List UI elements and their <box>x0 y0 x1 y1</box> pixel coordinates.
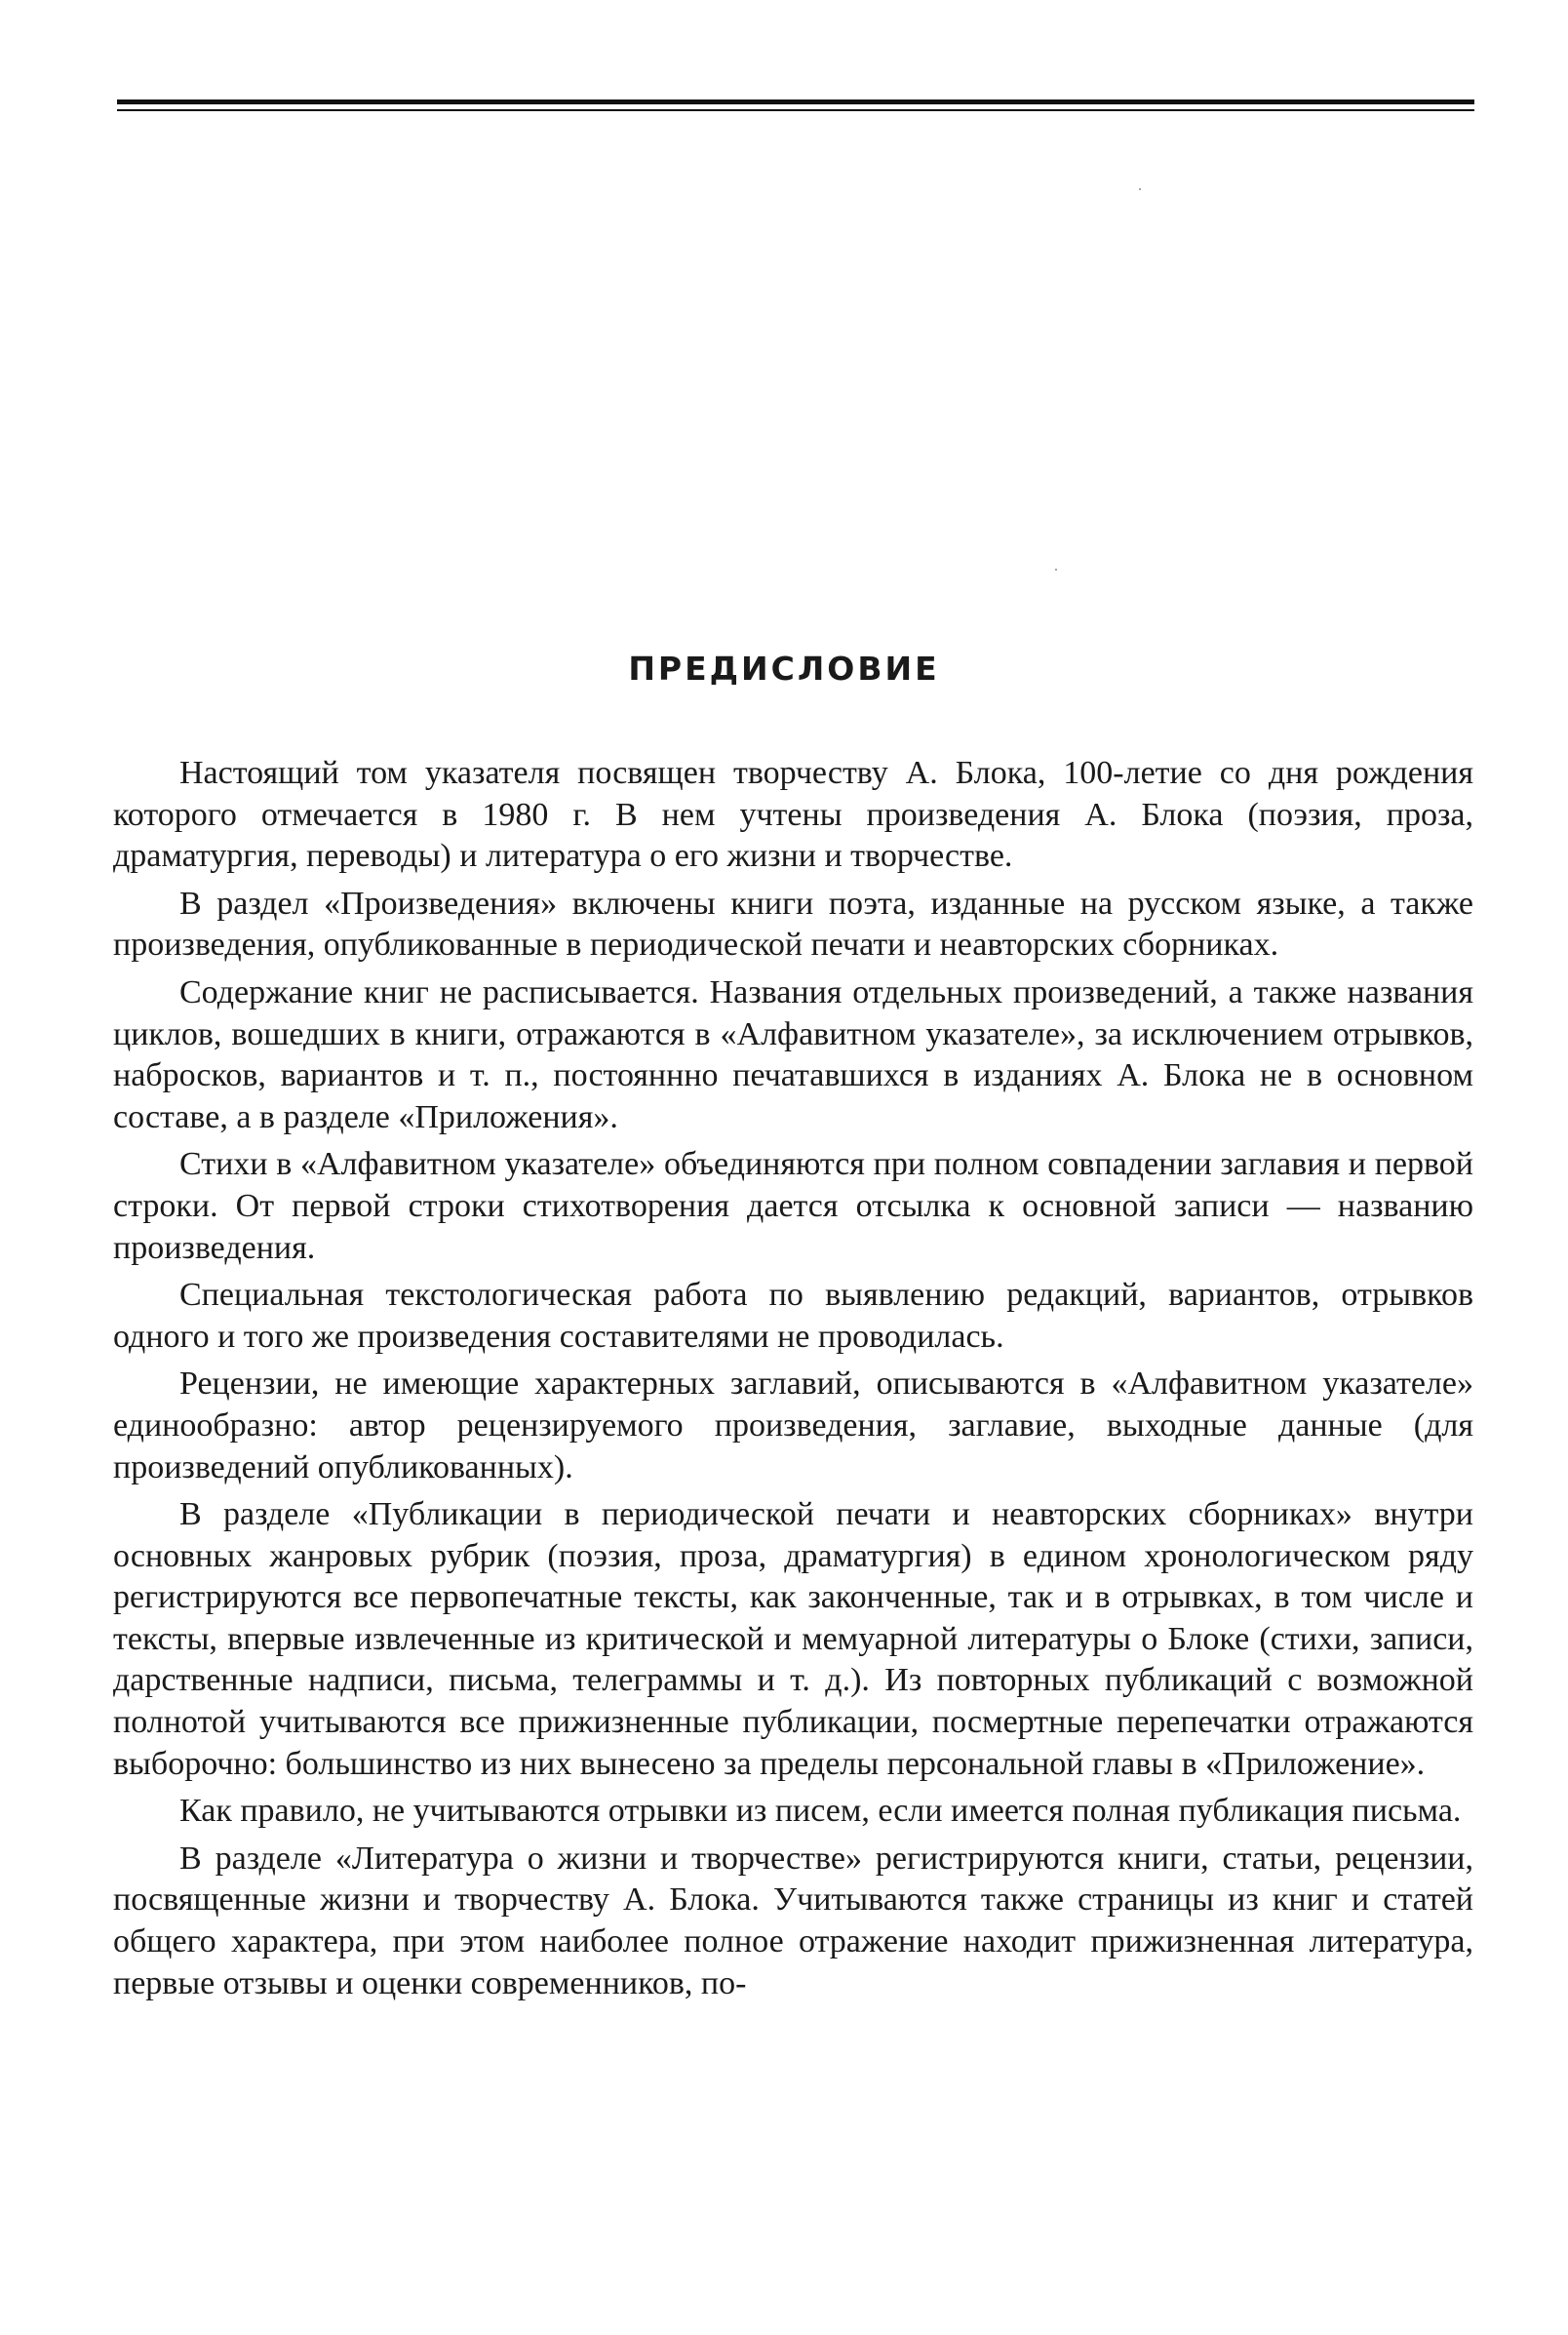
page-title: ПРЕДИСЛОВИЕ <box>628 650 940 688</box>
paragraph: Как правило, не учитываются отрывки из писем, если имеется полная публикация письма. <box>179 1793 1462 1830</box>
paragraph: Стихи в «Алфавитном указателе» объединяются при полном совпадении заглавия и первой строки. От первой строки стихотворения дается отсылка к основной записи — названию произведения. <box>113 1146 1473 1266</box>
paragraph: Содержание книг не расписывается. Названия отдельных произведений, а также названия циклов, вошедших в книги, отражаются в «Алфавитном указателе», за исключением отрывков, набросков, вариантов и т. п., постояннно печатавшихся в изданиях А. Блока не в основном составе, а в разделе «Приложения». <box>113 973 1473 1135</box>
header-rule-thick <box>117 99 1474 104</box>
paper-speck <box>1139 188 1141 190</box>
paragraph: В разделе «Публикации в периодической печати и неавторских сборниках» внутри основных жанровых рубрик (поэзия, проза, драматургия) в едином хронологическом ряду регистрируются все первопечатные тексты, как законченные, так и в отрывках, в том числе и тексты, впервые извлеченные из критической и мемуарной литературы о Блоке (стихи, записи, дарственные надписи, письма, телеграммы и т. д.). Из повторных публикаций с возможной полнотой учитываются все прижизненные публикации, посмертные перепечатки отражаются выборочно: большинство из них вынесено за пределы персональной главы в «Приложение». <box>113 1496 1473 1782</box>
header-rule-thin <box>117 109 1474 111</box>
paragraph: Рецензии, не имеющие характерных заглавий, описываются в «Алфавитном указателе» единообразно: автор рецензируемого произведения, заглавие, выходные данные (для произведений опубликованных). <box>113 1365 1473 1485</box>
preface-body <box>113 753 1473 2010</box>
paragraph: В разделе «Литература о жизни и творчестве» регистрируются книги, статьи, рецензии, посвященные жизни и творчеству А. Блока. Учитываются также страницы из книг и статей общего характера, при этом наиболее полное отражение находит прижизненная литература, первые отзывы и оценки современников, по- <box>113 1840 1473 2001</box>
paragraph: Специальная текстологическая работа по выявлению редакций, вариантов, отрывков одного и того же произведения составителями не проводилась. <box>113 1277 1473 1355</box>
paragraph: Настоящий том указателя посвящен творчеству А. Блока, 100-летие со дня рождения которого отмечается в 1980 г. В нем учтены произведения А. Блока (поэзия, проза, драматургия, переводы) и литература о его жизни и творчестве. <box>113 755 1473 875</box>
paragraph: В раздел «Произведения» включены книги поэта, изданные на русском языке, а также произведения, опубликованные в периодической печати и неавторских сборниках. <box>113 885 1473 964</box>
paper-speck <box>1055 569 1057 571</box>
